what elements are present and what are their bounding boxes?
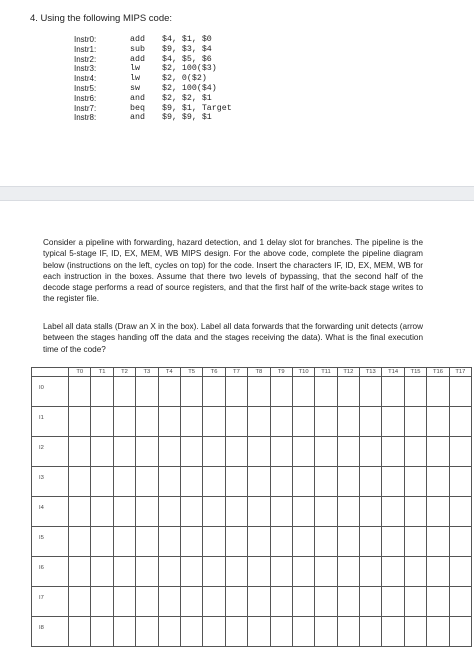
pipeline-stage-cell[interactable] xyxy=(69,377,91,407)
pipeline-stage-cell[interactable] xyxy=(91,437,113,467)
pipeline-stage-cell[interactable] xyxy=(404,407,426,437)
pipeline-stage-cell[interactable] xyxy=(136,467,158,497)
pipeline-stage-cell[interactable] xyxy=(427,617,449,647)
pipeline-stage-cell[interactable] xyxy=(270,437,292,467)
pipeline-stage-cell[interactable] xyxy=(225,497,247,527)
pipeline-stage-cell[interactable] xyxy=(225,587,247,617)
cycle-header: T10 xyxy=(292,368,314,377)
pipeline-stage-cell[interactable] xyxy=(337,557,359,587)
code-line xyxy=(74,74,232,84)
pipeline-stage-cell[interactable] xyxy=(91,587,113,617)
pipeline-stage-cell[interactable] xyxy=(113,617,135,647)
cycle-header: T17 xyxy=(449,368,471,377)
pipeline-stage-cell[interactable] xyxy=(360,467,382,497)
pipeline-stage-cell[interactable] xyxy=(203,527,225,557)
cycle-header: T4 xyxy=(158,368,180,377)
pipeline-stage-cell[interactable] xyxy=(360,437,382,467)
pipeline-stage-cell[interactable] xyxy=(382,407,404,437)
pipeline-stage-cell[interactable] xyxy=(69,467,91,497)
pipeline-stage-cell[interactable] xyxy=(270,407,292,437)
pipeline-stage-cell[interactable] xyxy=(113,437,135,467)
table-row xyxy=(32,377,472,407)
instructions-paragraph: Consider a pipeline with forwarding, hazard detection, and 1 delay slot for branches. The pipeline is the typical 5-stage IF, ID, EX, MEM, WB MIPS design. For the above code, complete the pipeline diagram below (instructions on the left, cycles on top) for the code. Insert the characters IF, ID, EX, MEM, WB for each instruction in the boxes. Assume that there two levels of bypassing, that the second half of the decode stage performs a read of source registers, and that the first half of the write-back stage writes to the register file. xyxy=(43,238,423,304)
pipeline-stage-cell[interactable] xyxy=(292,377,314,407)
instruction-row-text: I6 xyxy=(39,565,44,571)
pipeline-stage-cell[interactable] xyxy=(248,407,270,437)
pipeline-stage-cell[interactable] xyxy=(315,377,337,407)
pipeline-stage-cell[interactable] xyxy=(292,497,314,527)
pipeline-stage-cell[interactable] xyxy=(91,497,113,527)
pipeline-stage-cell[interactable] xyxy=(404,587,426,617)
instruction-label: Instr8: xyxy=(74,113,97,123)
pipeline-stage-cell[interactable] xyxy=(404,497,426,527)
code-line xyxy=(74,94,232,104)
instruction-row-text: I2 xyxy=(39,445,44,451)
table-row xyxy=(32,527,472,557)
pipeline-stage-cell[interactable] xyxy=(315,527,337,557)
pipeline-stage-cell[interactable] xyxy=(113,587,135,617)
pipeline-stage-cell[interactable] xyxy=(158,407,180,437)
table-row xyxy=(32,557,472,587)
cycle-header: T15 xyxy=(404,368,426,377)
pipeline-stage-cell[interactable] xyxy=(270,557,292,587)
instruction-operands: $2, $2, $1 xyxy=(162,93,212,103)
pipeline-stage-cell[interactable] xyxy=(315,557,337,587)
instruction-label: Instr0: xyxy=(74,35,97,44)
pipeline-stage-cell[interactable] xyxy=(248,527,270,557)
pipeline-stage-cell[interactable] xyxy=(449,437,471,467)
pipeline-stage-cell[interactable] xyxy=(427,377,449,407)
pipeline-stage-cell[interactable] xyxy=(180,587,202,617)
stall-labeling-paragraph: Label all data stalls (Draw an X in the box). Label all data forwards that the forwarding unit detects (arrow between the stages handing off the data and the stages receiving the data). What is the final execution time of the code? xyxy=(43,322,424,354)
instruction-label: Instr6: xyxy=(74,93,97,103)
pipeline-stage-cell[interactable] xyxy=(449,527,471,557)
code-line xyxy=(74,84,232,94)
pipeline-stage-cell[interactable] xyxy=(337,377,359,407)
instruction-operands: $9, $1, Target xyxy=(162,103,232,113)
pipeline-stage-cell[interactable] xyxy=(158,587,180,617)
pipeline-stage-cell[interactable] xyxy=(225,377,247,407)
pipeline-stage-cell[interactable] xyxy=(382,467,404,497)
pipeline-stage-cell[interactable] xyxy=(136,557,158,587)
pipeline-stage-cell[interactable] xyxy=(158,377,180,407)
pipeline-stage-cell[interactable] xyxy=(315,617,337,647)
pipeline-stage-cell[interactable] xyxy=(180,467,202,497)
pipeline-stage-cell[interactable] xyxy=(449,407,471,437)
table-row xyxy=(32,467,472,497)
pipeline-stage-cell[interactable] xyxy=(292,467,314,497)
pipeline-stage-cell[interactable] xyxy=(427,407,449,437)
pipeline-stage-cell[interactable] xyxy=(449,497,471,527)
code-line xyxy=(74,55,232,65)
pipeline-stage-cell[interactable] xyxy=(136,527,158,557)
instruction-label: Instr2: xyxy=(74,54,97,64)
pipeline-diagram-grid xyxy=(31,367,472,647)
pipeline-stage-cell[interactable] xyxy=(360,527,382,557)
instruction-row-label xyxy=(32,497,69,527)
pipeline-stage-cell[interactable] xyxy=(136,377,158,407)
pipeline-stage-cell[interactable] xyxy=(427,587,449,617)
pipeline-stage-cell[interactable] xyxy=(203,587,225,617)
pipeline-stage-cell[interactable] xyxy=(315,407,337,437)
instruction-operands: $4, $5, $6 xyxy=(162,54,212,64)
instruction-row-label xyxy=(32,377,69,407)
pipeline-stage-cell[interactable] xyxy=(382,617,404,647)
grid-corner-cell xyxy=(32,368,69,377)
instruction-operands: $9, $3, $4 xyxy=(162,44,212,54)
pipeline-stage-cell[interactable] xyxy=(292,437,314,467)
instruction-row-label xyxy=(32,437,69,467)
cycle-header: T16 xyxy=(427,368,449,377)
pipeline-stage-cell[interactable] xyxy=(180,407,202,437)
cycle-header: T9 xyxy=(270,368,292,377)
pipeline-stage-cell[interactable] xyxy=(225,527,247,557)
code-line xyxy=(74,113,232,123)
pipeline-stage-cell[interactable] xyxy=(203,377,225,407)
pipeline-stage-cell[interactable] xyxy=(136,617,158,647)
cycle-header: T6 xyxy=(203,368,225,377)
pipeline-stage-cell[interactable] xyxy=(315,467,337,497)
instruction-row-text: I3 xyxy=(39,475,44,481)
pipeline-stage-cell[interactable] xyxy=(203,437,225,467)
instruction-row-label xyxy=(32,617,69,647)
pipeline-stage-cell[interactable] xyxy=(180,437,202,467)
pipeline-stage-cell[interactable] xyxy=(449,467,471,497)
page-separator xyxy=(0,186,474,201)
pipeline-stage-cell[interactable] xyxy=(248,617,270,647)
pipeline-stage-cell[interactable] xyxy=(225,617,247,647)
pipeline-stage-cell[interactable] xyxy=(337,617,359,647)
pipeline-stage-cell[interactable] xyxy=(136,497,158,527)
pipeline-stage-cell[interactable] xyxy=(315,437,337,467)
pipeline-stage-cell[interactable] xyxy=(203,407,225,437)
pipeline-stage-cell[interactable] xyxy=(382,587,404,617)
pipeline-stage-cell[interactable] xyxy=(270,617,292,647)
pipeline-stage-cell[interactable] xyxy=(404,557,426,587)
cycle-header: T7 xyxy=(225,368,247,377)
pipeline-stage-cell[interactable] xyxy=(158,437,180,467)
instruction-opcode: and xyxy=(130,93,145,103)
pipeline-stage-cell[interactable] xyxy=(136,587,158,617)
pipeline-stage-cell[interactable] xyxy=(270,467,292,497)
instruction-operands: $9, $9, $1 xyxy=(162,113,212,123)
cycle-header: T0 xyxy=(69,368,91,377)
pipeline-stage-cell[interactable] xyxy=(404,377,426,407)
pipeline-stage-cell[interactable] xyxy=(158,617,180,647)
pipeline-stage-cell[interactable] xyxy=(360,617,382,647)
pipeline-stage-cell[interactable] xyxy=(69,587,91,617)
instruction-opcode: beq xyxy=(130,103,145,113)
pipeline-stage-cell[interactable] xyxy=(337,467,359,497)
instruction-label: Instr3: xyxy=(74,64,97,74)
instruction-label: Instr1: xyxy=(74,44,97,54)
pipeline-stage-cell[interactable] xyxy=(427,467,449,497)
pipeline-stage-cell[interactable] xyxy=(113,407,135,437)
pipeline-stage-cell[interactable] xyxy=(225,437,247,467)
instruction-row-label xyxy=(32,527,69,557)
pipeline-stage-cell[interactable] xyxy=(91,467,113,497)
pipeline-stage-cell[interactable] xyxy=(113,377,135,407)
code-line xyxy=(74,64,232,74)
pipeline-stage-cell[interactable] xyxy=(158,467,180,497)
instruction-opcode: sub xyxy=(130,44,145,54)
pipeline-stage-cell[interactable] xyxy=(427,557,449,587)
pipeline-stage-cell[interactable] xyxy=(203,617,225,647)
pipeline-stage-cell[interactable] xyxy=(91,557,113,587)
pipeline-stage-cell[interactable] xyxy=(180,617,202,647)
pipeline-stage-cell[interactable] xyxy=(360,377,382,407)
pipeline-stage-cell[interactable] xyxy=(248,587,270,617)
pipeline-stage-cell[interactable] xyxy=(203,557,225,587)
code-line xyxy=(74,35,232,45)
pipeline-stage-cell[interactable] xyxy=(69,407,91,437)
pipeline-stage-cell[interactable] xyxy=(382,557,404,587)
pipeline-stage-cell[interactable] xyxy=(180,557,202,587)
pipeline-stage-cell[interactable] xyxy=(337,587,359,617)
cycle-header: T11 xyxy=(315,368,337,377)
instruction-opcode: lw xyxy=(130,64,140,74)
cycle-header: T13 xyxy=(360,368,382,377)
pipeline-stage-cell[interactable] xyxy=(337,407,359,437)
pipeline-stage-cell[interactable] xyxy=(225,407,247,437)
instruction-row-label xyxy=(32,407,69,437)
cycle-header: T8 xyxy=(248,368,270,377)
instruction-operands: $4, $1, $0 xyxy=(162,35,212,44)
pipeline-stage-cell[interactable] xyxy=(113,557,135,587)
cycle-header: T2 xyxy=(113,368,135,377)
pipeline-stage-cell[interactable] xyxy=(360,557,382,587)
pipeline-stage-cell[interactable] xyxy=(248,557,270,587)
table-row xyxy=(32,587,472,617)
pipeline-stage-cell[interactable] xyxy=(404,437,426,467)
instruction-row-label xyxy=(32,467,69,497)
pipeline-stage-cell[interactable] xyxy=(180,377,202,407)
instruction-label: Instr7: xyxy=(74,103,97,113)
pipeline-stage-cell[interactable] xyxy=(427,437,449,467)
instruction-label: Instr5: xyxy=(74,83,97,93)
instruction-row-text: I8 xyxy=(39,625,44,631)
pipeline-stage-cell[interactable] xyxy=(113,497,135,527)
pipeline-stage-cell[interactable] xyxy=(248,437,270,467)
pipeline-stage-cell[interactable] xyxy=(404,617,426,647)
pipeline-stage-cell[interactable] xyxy=(270,587,292,617)
pipeline-stage-cell[interactable] xyxy=(449,587,471,617)
pipeline-stage-cell[interactable] xyxy=(180,527,202,557)
table-row xyxy=(32,407,472,437)
pipeline-stage-cell[interactable] xyxy=(292,557,314,587)
pipeline-stage-cell[interactable] xyxy=(292,407,314,437)
pipeline-stage-cell[interactable] xyxy=(69,557,91,587)
pipeline-stage-cell[interactable] xyxy=(270,377,292,407)
pipeline-stage-cell[interactable] xyxy=(113,527,135,557)
instruction-opcode: add xyxy=(130,54,145,64)
cycle-header: T1 xyxy=(91,368,113,377)
pipeline-stage-cell[interactable] xyxy=(69,527,91,557)
pipeline-stage-cell[interactable] xyxy=(91,407,113,437)
pipeline-stage-cell[interactable] xyxy=(91,617,113,647)
table-row xyxy=(32,497,472,527)
pipeline-stage-cell[interactable] xyxy=(113,467,135,497)
instruction-opcode: and xyxy=(130,113,145,123)
instruction-row-text: I4 xyxy=(39,505,44,511)
cycle-header: T14 xyxy=(382,368,404,377)
instruction-operands: $2, 0($2) xyxy=(162,74,207,84)
instruction-row-text: I1 xyxy=(39,415,44,421)
pipeline-stage-cell[interactable] xyxy=(449,557,471,587)
pipeline-stage-cell[interactable] xyxy=(91,377,113,407)
pipeline-stage-cell[interactable] xyxy=(225,467,247,497)
pipeline-stage-cell[interactable] xyxy=(404,527,426,557)
pipeline-stage-cell[interactable] xyxy=(382,377,404,407)
pipeline-stage-cell[interactable] xyxy=(158,497,180,527)
pipeline-stage-cell[interactable] xyxy=(382,527,404,557)
pipeline-stage-cell[interactable] xyxy=(337,437,359,467)
code-line xyxy=(74,45,232,55)
pipeline-stage-cell[interactable] xyxy=(449,377,471,407)
instruction-label: Instr4: xyxy=(74,74,97,84)
pipeline-stage-cell[interactable] xyxy=(337,497,359,527)
instruction-opcode: sw xyxy=(130,83,140,93)
mips-code-listing xyxy=(74,35,232,123)
instruction-row-label xyxy=(32,587,69,617)
table-row xyxy=(32,617,472,647)
pipeline-stage-cell[interactable] xyxy=(292,527,314,557)
cycle-header: T3 xyxy=(136,368,158,377)
pipeline-stage-cell[interactable] xyxy=(315,587,337,617)
pipeline-stage-cell[interactable] xyxy=(360,407,382,437)
pipeline-stage-cell[interactable] xyxy=(248,377,270,407)
pipeline-stage-cell[interactable] xyxy=(427,527,449,557)
pipeline-stage-cell[interactable] xyxy=(315,497,337,527)
pipeline-stage-cell[interactable] xyxy=(382,497,404,527)
pipeline-stage-cell[interactable] xyxy=(69,497,91,527)
pipeline-stage-cell[interactable] xyxy=(136,407,158,437)
pipeline-stage-cell[interactable] xyxy=(158,557,180,587)
pipeline-stage-cell[interactable] xyxy=(225,557,247,587)
pipeline-stage-cell[interactable] xyxy=(136,437,158,467)
pipeline-stage-cell[interactable] xyxy=(203,497,225,527)
pipeline-stage-cell[interactable] xyxy=(248,497,270,527)
pipeline-stage-cell[interactable] xyxy=(270,527,292,557)
pipeline-stage-cell[interactable] xyxy=(91,527,113,557)
pipeline-stage-cell[interactable] xyxy=(158,527,180,557)
pipeline-stage-cell[interactable] xyxy=(449,617,471,647)
instruction-opcode: lw xyxy=(130,74,140,84)
pipeline-stage-cell[interactable] xyxy=(203,467,225,497)
pipeline-stage-cell[interactable] xyxy=(360,497,382,527)
pipeline-stage-cell[interactable] xyxy=(427,497,449,527)
instruction-row-text: I0 xyxy=(39,385,44,391)
pipeline-stage-cell[interactable] xyxy=(360,587,382,617)
pipeline-stage-cell[interactable] xyxy=(248,467,270,497)
instruction-row-label xyxy=(32,557,69,587)
pipeline-stage-cell[interactable] xyxy=(337,527,359,557)
pipeline-stage-cell[interactable] xyxy=(292,617,314,647)
cycle-header: T12 xyxy=(337,368,359,377)
instruction-operands: $2, 100($4) xyxy=(162,83,217,93)
instruction-row-text: I5 xyxy=(39,535,44,541)
instruction-opcode: add xyxy=(130,35,145,44)
pipeline-stage-cell[interactable] xyxy=(404,467,426,497)
code-line xyxy=(74,104,232,114)
pipeline-stage-cell[interactable] xyxy=(292,587,314,617)
pipeline-stage-cell[interactable] xyxy=(69,437,91,467)
pipeline-stage-cell[interactable] xyxy=(382,437,404,467)
table-row xyxy=(32,437,472,467)
cycle-header: T5 xyxy=(180,368,202,377)
pipeline-stage-cell[interactable] xyxy=(180,497,202,527)
question-title: 4. Using the following MIPS code: xyxy=(30,13,173,24)
instruction-operands: $2, 100($3) xyxy=(162,64,217,74)
instruction-row-text: I7 xyxy=(39,595,44,601)
pipeline-stage-cell[interactable] xyxy=(270,497,292,527)
pipeline-stage-cell[interactable] xyxy=(69,617,91,647)
